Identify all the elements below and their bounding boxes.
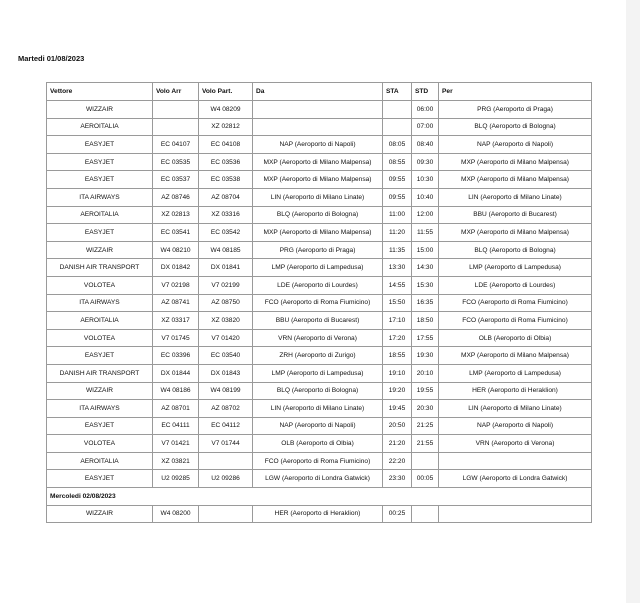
table-cell: EASYJET — [47, 136, 153, 154]
table-cell: 19:55 — [412, 382, 439, 400]
column-header: STD — [412, 83, 439, 101]
table-cell: FCO (Aeroporto di Roma Fiumicino) — [253, 452, 383, 470]
table-cell: W4 08210 — [153, 241, 199, 259]
table-cell: XZ 03821 — [153, 452, 199, 470]
next-day-heading: Mercoledi 02/08/2023 — [47, 488, 592, 506]
table-cell: 10:30 — [412, 171, 439, 189]
table-cell: 00:25 — [383, 505, 412, 523]
table-cell: XZ 02812 — [199, 118, 253, 136]
table-cell: PRG (Aeroporto di Praga) — [253, 241, 383, 259]
table-row — [47, 400, 592, 418]
table-cell: EASYJET — [47, 224, 153, 242]
table-cell: NAP (Aeroporto di Napoli) — [439, 136, 592, 154]
table-cell: LMP (Aeroporto di Lampedusa) — [253, 259, 383, 277]
table-cell: 11:55 — [412, 224, 439, 242]
table-cell — [153, 118, 199, 136]
table-cell: EC 04111 — [153, 417, 199, 435]
table-row — [47, 347, 592, 365]
table-cell: EC 03396 — [153, 347, 199, 365]
table-cell: LDE (Aeroporto di Lourdes) — [253, 276, 383, 294]
table-cell: BLQ (Aeroporto di Bologna) — [439, 118, 592, 136]
table-cell: W4 08185 — [199, 241, 253, 259]
table-cell: MXP (Aeroporto di Milano Malpensa) — [439, 171, 592, 189]
table-cell: DANISH AIR TRANSPORT — [47, 259, 153, 277]
table-cell: EC 03542 — [199, 224, 253, 242]
table-cell — [253, 101, 383, 119]
table-cell: 11:20 — [383, 224, 412, 242]
table-cell: AEROITALIA — [47, 312, 153, 330]
table-cell: MXP (Aeroporto di Milano Malpensa) — [253, 224, 383, 242]
table-cell: 13:30 — [383, 259, 412, 277]
table-cell: BLQ (Aeroporto di Bologna) — [439, 241, 592, 259]
table-cell: OLB (Aeroporto di Olbia) — [439, 329, 592, 347]
table-cell: 20:50 — [383, 417, 412, 435]
table-cell: MXP (Aeroporto di Milano Malpensa) — [253, 171, 383, 189]
table-cell: EASYJET — [47, 171, 153, 189]
table-cell: 15:00 — [412, 241, 439, 259]
table-cell: 07:00 — [412, 118, 439, 136]
table-cell: DX 01841 — [199, 259, 253, 277]
table-cell: EC 03538 — [199, 171, 253, 189]
table-cell: HER (Aeroporto di Heraklion) — [439, 382, 592, 400]
table-cell: 14:30 — [412, 259, 439, 277]
table-cell: BLQ (Aeroporto di Bologna) — [253, 206, 383, 224]
table-cell: DANISH AIR TRANSPORT — [47, 364, 153, 382]
table-cell: 21:55 — [412, 435, 439, 453]
table-cell: AZ 08701 — [153, 400, 199, 418]
table-cell: 19:30 — [412, 347, 439, 365]
table-cell: XZ 03820 — [199, 312, 253, 330]
table-row — [47, 188, 592, 206]
column-header: Volo Arr — [153, 83, 199, 101]
table-cell — [439, 452, 592, 470]
table-cell: AZ 08741 — [153, 294, 199, 312]
table-cell: BBU (Aeroporto di Bucarest) — [253, 312, 383, 330]
table-cell: XZ 03317 — [153, 312, 199, 330]
table-cell: XZ 03316 — [199, 206, 253, 224]
table-cell: WIZZAIR — [47, 101, 153, 119]
table-cell: 20:30 — [412, 400, 439, 418]
table-cell: W4 08186 — [153, 382, 199, 400]
table-cell: LDE (Aeroporto di Lourdes) — [439, 276, 592, 294]
table-row — [47, 417, 592, 435]
table-cell: LIN (Aeroporto di Milano Linate) — [253, 188, 383, 206]
table-cell: BLQ (Aeroporto di Bologna) — [253, 382, 383, 400]
table-cell: FCO (Aeroporto di Roma Fiumicino) — [439, 312, 592, 330]
table-cell: AEROITALIA — [47, 452, 153, 470]
table-cell: BBU (Aeroporto di Bucarest) — [439, 206, 592, 224]
table-cell: WIZZAIR — [47, 382, 153, 400]
table-cell: 09:55 — [383, 171, 412, 189]
table-cell: 09:55 — [383, 188, 412, 206]
table-cell: AZ 08704 — [199, 188, 253, 206]
table-cell: LIN (Aeroporto di Milano Linate) — [439, 400, 592, 418]
table-row — [47, 136, 592, 154]
date-heading: Martedi 01/08/2023 — [18, 54, 85, 63]
table-cell: 15:50 — [383, 294, 412, 312]
table-cell: 00:05 — [412, 470, 439, 488]
table-cell: W4 08209 — [199, 101, 253, 119]
table-cell: VRN (Aeroporto di Verona) — [253, 329, 383, 347]
table-cell: 18:55 — [383, 347, 412, 365]
table-cell: ITA AIRWAYS — [47, 294, 153, 312]
table-cell — [253, 118, 383, 136]
table-cell: NAP (Aeroporto di Napoli) — [253, 417, 383, 435]
table-cell: EASYJET — [47, 153, 153, 171]
table-cell: 14:55 — [383, 276, 412, 294]
table-row — [47, 101, 592, 119]
table-cell: 17:55 — [412, 329, 439, 347]
table-cell: DX 01842 — [153, 259, 199, 277]
table-cell: V7 01745 — [153, 329, 199, 347]
table-cell: EC 03535 — [153, 153, 199, 171]
table-cell: 17:10 — [383, 312, 412, 330]
table-row — [47, 312, 592, 330]
column-header: STA — [383, 83, 412, 101]
table-cell — [412, 505, 439, 523]
table-cell: PRG (Aeroporto di Praga) — [439, 101, 592, 119]
table-cell: 08:40 — [412, 136, 439, 154]
table-row — [47, 294, 592, 312]
table-cell: 16:35 — [412, 294, 439, 312]
table-cell: W4 08199 — [199, 382, 253, 400]
table-cell: LGW (Aeroporto di Londra Gatwick) — [439, 470, 592, 488]
table-cell: EASYJET — [47, 417, 153, 435]
table-cell — [153, 101, 199, 119]
table-cell: MXP (Aeroporto di Milano Malpensa) — [439, 153, 592, 171]
column-header: Da — [253, 83, 383, 101]
table-row — [47, 452, 592, 470]
table-cell: WIZZAIR — [47, 505, 153, 523]
table-cell — [199, 452, 253, 470]
table-cell: ITA AIRWAYS — [47, 400, 153, 418]
column-header: Per — [439, 83, 592, 101]
table-cell: 19:20 — [383, 382, 412, 400]
table-cell: AZ 08750 — [199, 294, 253, 312]
table-cell: LMP (Aeroporto di Lampedusa) — [253, 364, 383, 382]
table-cell: VOLOTEA — [47, 329, 153, 347]
table-cell: EASYJET — [47, 347, 153, 365]
table-cell: LMP (Aeroporto di Lampedusa) — [439, 259, 592, 277]
table-row — [47, 153, 592, 171]
table-cell: U2 09286 — [199, 470, 253, 488]
table-cell: V7 02199 — [199, 276, 253, 294]
table-cell: 21:20 — [383, 435, 412, 453]
table-row — [47, 259, 592, 277]
table-cell: AZ 08746 — [153, 188, 199, 206]
table-row — [47, 329, 592, 347]
table-row — [47, 241, 592, 259]
table-cell: WIZZAIR — [47, 241, 153, 259]
table-cell: V7 01420 — [199, 329, 253, 347]
table-cell: OLB (Aeroporto di Olbia) — [253, 435, 383, 453]
table-row — [47, 224, 592, 242]
table-cell: ITA AIRWAYS — [47, 188, 153, 206]
table-cell: 06:00 — [412, 101, 439, 119]
table-cell — [199, 505, 253, 523]
column-header: Vettore — [47, 83, 153, 101]
table-cell: LMP (Aeroporto di Lampedusa) — [439, 364, 592, 382]
table-row — [47, 505, 592, 523]
table-cell: AEROITALIA — [47, 206, 153, 224]
table-cell: EC 03540 — [199, 347, 253, 365]
table-row — [47, 118, 592, 136]
table-cell: 15:30 — [412, 276, 439, 294]
table-cell: NAP (Aeroporto di Napoli) — [253, 136, 383, 154]
table-cell: DX 01843 — [199, 364, 253, 382]
table-cell: HER (Aeroporto di Heraklion) — [253, 505, 383, 523]
table-row — [47, 276, 592, 294]
table-cell: MXP (Aeroporto di Milano Malpensa) — [253, 153, 383, 171]
table-cell: 22:20 — [383, 452, 412, 470]
table-cell: DX 01844 — [153, 364, 199, 382]
date-row — [47, 488, 592, 506]
table-cell: ZRH (Aeroporto di Zurigo) — [253, 347, 383, 365]
table-cell: LIN (Aeroporto di Milano Linate) — [253, 400, 383, 418]
table-body — [47, 101, 592, 523]
table-cell: EC 04112 — [199, 417, 253, 435]
table-cell: AZ 08702 — [199, 400, 253, 418]
table-cell: 17:20 — [383, 329, 412, 347]
table-cell: EASYJET — [47, 470, 153, 488]
table-cell: VOLOTEA — [47, 276, 153, 294]
column-header: Volo Part. — [199, 83, 253, 101]
table-cell — [439, 505, 592, 523]
table-cell: LGW (Aeroporto di Londra Gatwick) — [253, 470, 383, 488]
table-cell: XZ 02813 — [153, 206, 199, 224]
table-cell — [383, 118, 412, 136]
table-cell: V7 02198 — [153, 276, 199, 294]
table-cell: FCO (Aeroporto di Roma Fiumicino) — [253, 294, 383, 312]
table-cell: 19:45 — [383, 400, 412, 418]
table-row — [47, 206, 592, 224]
flight-schedule-table — [46, 82, 592, 523]
table-row — [47, 364, 592, 382]
table-row — [47, 382, 592, 400]
table-cell: VOLOTEA — [47, 435, 153, 453]
table-cell: AEROITALIA — [47, 118, 153, 136]
table-cell: 09:30 — [412, 153, 439, 171]
table-row — [47, 470, 592, 488]
table-cell: 12:00 — [412, 206, 439, 224]
table-cell: MXP (Aeroporto di Milano Malpensa) — [439, 224, 592, 242]
table-cell: 18:50 — [412, 312, 439, 330]
table-cell: 21:25 — [412, 417, 439, 435]
table-cell: EC 04107 — [153, 136, 199, 154]
table-cell: 20:10 — [412, 364, 439, 382]
table-row — [47, 435, 592, 453]
table-cell: EC 03537 — [153, 171, 199, 189]
table-cell: FCO (Aeroporto di Roma Fiumicino) — [439, 294, 592, 312]
table-cell: U2 09285 — [153, 470, 199, 488]
table-cell: V7 01421 — [153, 435, 199, 453]
table-cell: 19:10 — [383, 364, 412, 382]
table-cell: V7 01744 — [199, 435, 253, 453]
table-cell — [412, 452, 439, 470]
table-cell: 11:00 — [383, 206, 412, 224]
table-row — [47, 171, 592, 189]
table-header-row — [47, 83, 592, 101]
table-cell: EC 03541 — [153, 224, 199, 242]
table-cell: 11:35 — [383, 241, 412, 259]
table-cell: 08:55 — [383, 153, 412, 171]
table-cell — [383, 101, 412, 119]
table-cell: EC 04108 — [199, 136, 253, 154]
table-cell: EC 03536 — [199, 153, 253, 171]
table-cell: MXP (Aeroporto di Milano Malpensa) — [439, 347, 592, 365]
table-cell: 23:30 — [383, 470, 412, 488]
table-cell: NAP (Aeroporto di Napoli) — [439, 417, 592, 435]
table-cell: 10:40 — [412, 188, 439, 206]
table-cell: VRN (Aeroporto di Verona) — [439, 435, 592, 453]
table-cell: W4 08200 — [153, 505, 199, 523]
table-cell: LIN (Aeroporto di Milano Linate) — [439, 188, 592, 206]
table-cell: 08:05 — [383, 136, 412, 154]
